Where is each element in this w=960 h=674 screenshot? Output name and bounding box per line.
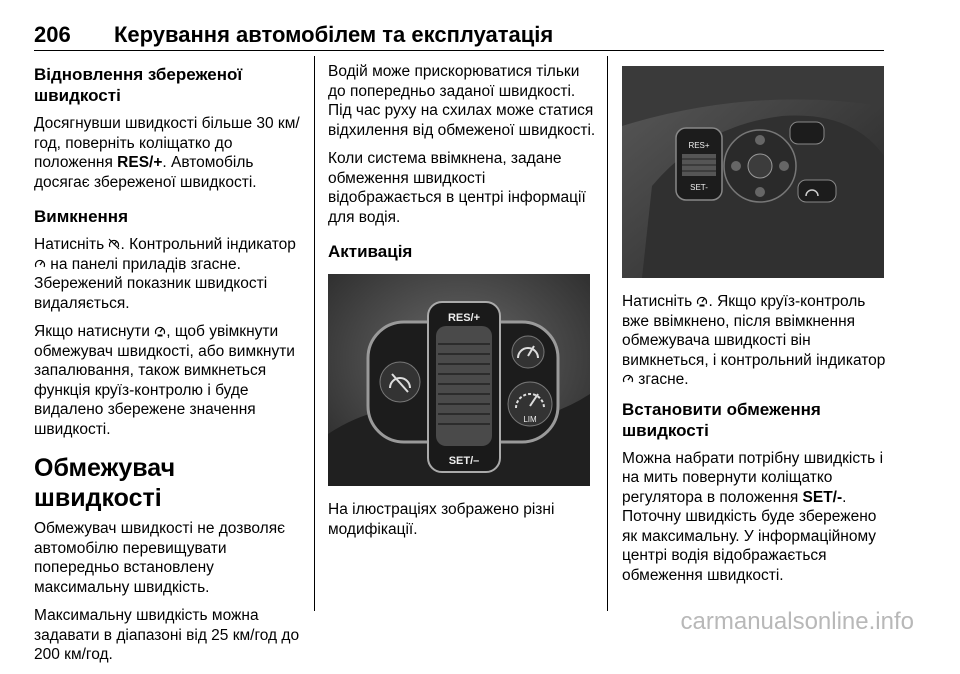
paragraph-set-limit: Можна набрати потрібну швидкість і на мить повернути коліщатко регулятора в положення SET/-. Поточну швидкість буде збережено як максимальну. У інформаційному центрі водія відображається обмеження швидкості. [622, 449, 884, 584]
column-divider-1 [314, 56, 315, 611]
paragraph-off-1: Натисніть . Контрольний індикатор на панелі приладів згасне. Збережений показник швидкості видаляється. [34, 236, 296, 312]
fig1-set-label: SET/– [448, 455, 480, 467]
heading-speed-limiter: Обмежувач швидкості [34, 454, 176, 512]
figure-caption: На ілюстраціях зображено різні модифікації. [328, 501, 555, 538]
watermark: carmanualsonline.info [680, 608, 914, 635]
column-divider-2 [607, 56, 608, 611]
cruise-off-icon [108, 238, 120, 250]
paragraph-restore: Досягнувши швидкості більше 30 км/год, поверніть коліщатко до положення RES/+. Автомобіль досягає збереженої швидкості. [34, 115, 300, 191]
paragraph-limiter-2: Максимальну швидкість можна задавати в діапазоні від 25 км/год до 200 км/год. [34, 607, 300, 663]
column-3 [622, 56, 890, 594]
column-1 [34, 56, 304, 674]
heading-activation: Активація [328, 242, 413, 261]
heading-set-limit: Встановити обмеження швидкості [622, 399, 821, 440]
key-res: RES/+ [117, 154, 163, 171]
running-title: Керування автомобілем та експлуатація [114, 22, 554, 47]
fig2-set-label: SET- [690, 183, 708, 192]
cruise-indicator-icon [34, 258, 46, 270]
paragraph-limiter-1: Обмежувач швидкості не дозволяє автомобілю перевищувати попередньо встановлену максимальну швидкість. [34, 520, 286, 596]
paragraph-off-2: Якщо натиснути , щоб увімкнути обмежувач швидкості, або вимкнути запалювання, також вимкнеться функція круїз-контролю і буде видалено збережене значення швидкості. [34, 323, 295, 438]
column-2 [328, 56, 596, 548]
key-set: SET/- [802, 488, 843, 506]
fig2-res-label: RES+ [688, 141, 710, 150]
paragraph-press-limiter: Натисніть . Якщо круїз-контроль вже ввімкнено, після ввімкнення обмежувача швидкості він вимкнеться, і контрольний індикатор згасне. [622, 293, 886, 388]
limiter-icon [696, 295, 708, 307]
page-number: 206 [34, 22, 71, 47]
limiter-icon [154, 325, 166, 337]
fig1-res-label: RES/+ [447, 312, 481, 324]
header-rule [34, 50, 884, 51]
heading-off: Вимкнення [34, 207, 128, 226]
paragraph-display: Коли система ввімкнена, задане обмеження швидкості відображається в центрі інформації для водія. [328, 150, 586, 226]
steering-wheel-controls-figure-2 [622, 66, 884, 278]
fig1-lim-label: LIM [523, 415, 537, 424]
cruise-indicator-icon [622, 373, 634, 385]
paragraph-acceleration: Водій може прискорюватися тільки до попередньо заданої швидкості. Під час руху на схилах може статися відхилення від обмеженої швидкості. [328, 63, 596, 139]
heading-restore-speed: Відновлення збереженої швидкості [34, 65, 243, 105]
steering-wheel-controls-figure-1 [328, 274, 590, 486]
